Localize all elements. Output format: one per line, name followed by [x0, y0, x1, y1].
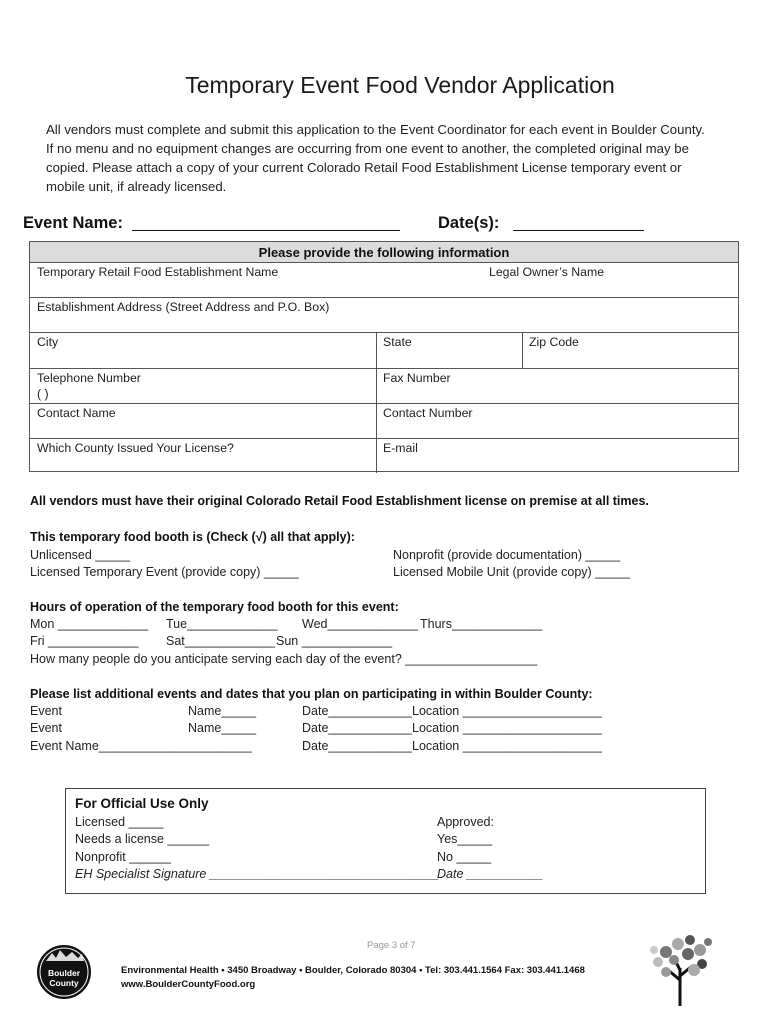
hours-tue-field[interactable]: Tue_____________: [166, 617, 278, 631]
footer-website[interactable]: www.BoulderCountyFood.org: [121, 979, 256, 990]
additional-event-1[interactable]: Event: [30, 704, 62, 718]
additional-event-2-date[interactable]: Date____________: [302, 721, 412, 735]
legal-owner-field[interactable]: Legal Owner’s Name: [489, 265, 605, 279]
event-name-label: Event Name:: [23, 214, 123, 232]
tree-logo-icon: [640, 930, 720, 1006]
licensed-temp-checkbox[interactable]: Licensed Temporary Event (provide copy) _____: [30, 565, 299, 579]
additional-event-1-name[interactable]: Name_____: [188, 704, 257, 718]
contact-name-field[interactable]: Contact Name: [37, 406, 116, 420]
page-title: Temporary Event Food Vendor Application: [185, 72, 615, 98]
official-nonprofit-field[interactable]: Nonprofit ______: [75, 850, 171, 864]
county-field[interactable]: Which County Issued Your License?: [37, 441, 234, 455]
footer-address: Environmental Health • 3450 Broadway • Boulder, Colorado 80304 • Tel: 303.441.1564 Fax: 303.441.1468: [121, 965, 585, 976]
additional-event-2[interactable]: Event: [30, 721, 62, 735]
establishment-name-field[interactable]: Temporary Retail Food Establishment Name: [37, 265, 279, 279]
nonprofit-checkbox[interactable]: Nonprofit (provide documentation) _____: [393, 548, 621, 562]
official-approved-label: Approved:: [437, 815, 494, 829]
official-use-heading: For Official Use Only: [75, 796, 209, 811]
city-field[interactable]: City: [37, 335, 59, 349]
hours-heading: Hours of operation of the temporary food booth for this event:: [30, 600, 399, 614]
email-field[interactable]: E-mail: [383, 441, 418, 455]
official-needs-license-field[interactable]: Needs a license ______: [75, 832, 210, 846]
dates-label: Date(s):: [438, 214, 500, 232]
people-served-field[interactable]: How many people do you anticipate serving each day of the event? ___________________: [30, 652, 538, 666]
license-notice: All vendors must have their original Colorado Retail Food Establishment license on premise at all times.: [30, 494, 649, 508]
intro-paragraph: All vendors must complete and submit this application to the Event Coordinator for each event in Boulder County. If no menu and no equipment changes are occurring from one event to another, the completed original may be copied. Please attach a copy of your current Colorado Retail Food Establishment License temporary event or mobile unit, if already licensed.: [46, 122, 705, 194]
state-field[interactable]: State: [383, 335, 412, 349]
contact-number-field[interactable]: Contact Number: [383, 406, 473, 420]
official-no-field[interactable]: No _____: [437, 850, 492, 864]
booth-type-heading: This temporary food booth is (Check (√) all that apply):: [30, 530, 355, 544]
logo-text-county: County: [49, 978, 79, 988]
official-yes-field[interactable]: Yes_____: [437, 832, 493, 846]
official-licensed-field[interactable]: Licensed _____: [75, 815, 164, 829]
vendor-info-table: [29, 241, 739, 472]
unlicensed-checkbox[interactable]: Unlicensed _____: [30, 548, 131, 562]
logo-text-boulder: Boulder: [47, 968, 81, 978]
additional-event-1-date[interactable]: Date____________: [302, 704, 412, 718]
page-number: Page 3 of 7: [367, 940, 416, 951]
dates-field[interactable]: [513, 215, 644, 231]
hours-sat-field[interactable]: Sat_____________: [166, 634, 276, 648]
additional-event-1-location[interactable]: Location ____________________: [412, 704, 602, 718]
additional-event-2-location[interactable]: Location ____________________: [412, 721, 602, 735]
additional-event-3[interactable]: Event Name______________________: [30, 739, 252, 753]
address-field[interactable]: Establishment Address (Street Address and P.O. Box): [37, 300, 330, 314]
event-name-field[interactable]: [132, 215, 400, 231]
hours-thurs-field[interactable]: Thurs_____________: [420, 617, 543, 631]
additional-event-2-name[interactable]: Name_____: [188, 721, 257, 735]
additional-events-heading: Please list additional events and dates that you plan on participating in within Boulder County:: [30, 687, 593, 701]
hours-wed-field[interactable]: Wed_____________: [302, 617, 418, 631]
official-use-box: [65, 788, 706, 894]
fax-field[interactable]: Fax Number: [383, 371, 451, 385]
info-table-header: Please provide the following information: [30, 242, 738, 263]
hours-mon-field[interactable]: Mon _____________: [30, 617, 149, 631]
boulder-county-logo: [36, 944, 92, 1000]
additional-event-3-date[interactable]: Date____________: [302, 739, 412, 753]
official-date-field[interactable]: Date ___________: [437, 867, 544, 881]
telephone-field[interactable]: Telephone Number: [37, 371, 141, 385]
additional-event-3-location[interactable]: Location ____________________: [412, 739, 602, 753]
telephone-area-code: ( ): [37, 387, 49, 401]
hours-fri-field[interactable]: Fri _____________: [30, 634, 139, 648]
hours-sun-field[interactable]: Sun _____________: [276, 634, 393, 648]
zip-field[interactable]: Zip Code: [529, 335, 579, 349]
eh-signature-field[interactable]: EH Specialist Signature _________________________________: [75, 867, 440, 881]
licensed-mobile-checkbox[interactable]: Licensed Mobile Unit (provide copy) _____: [393, 565, 630, 579]
